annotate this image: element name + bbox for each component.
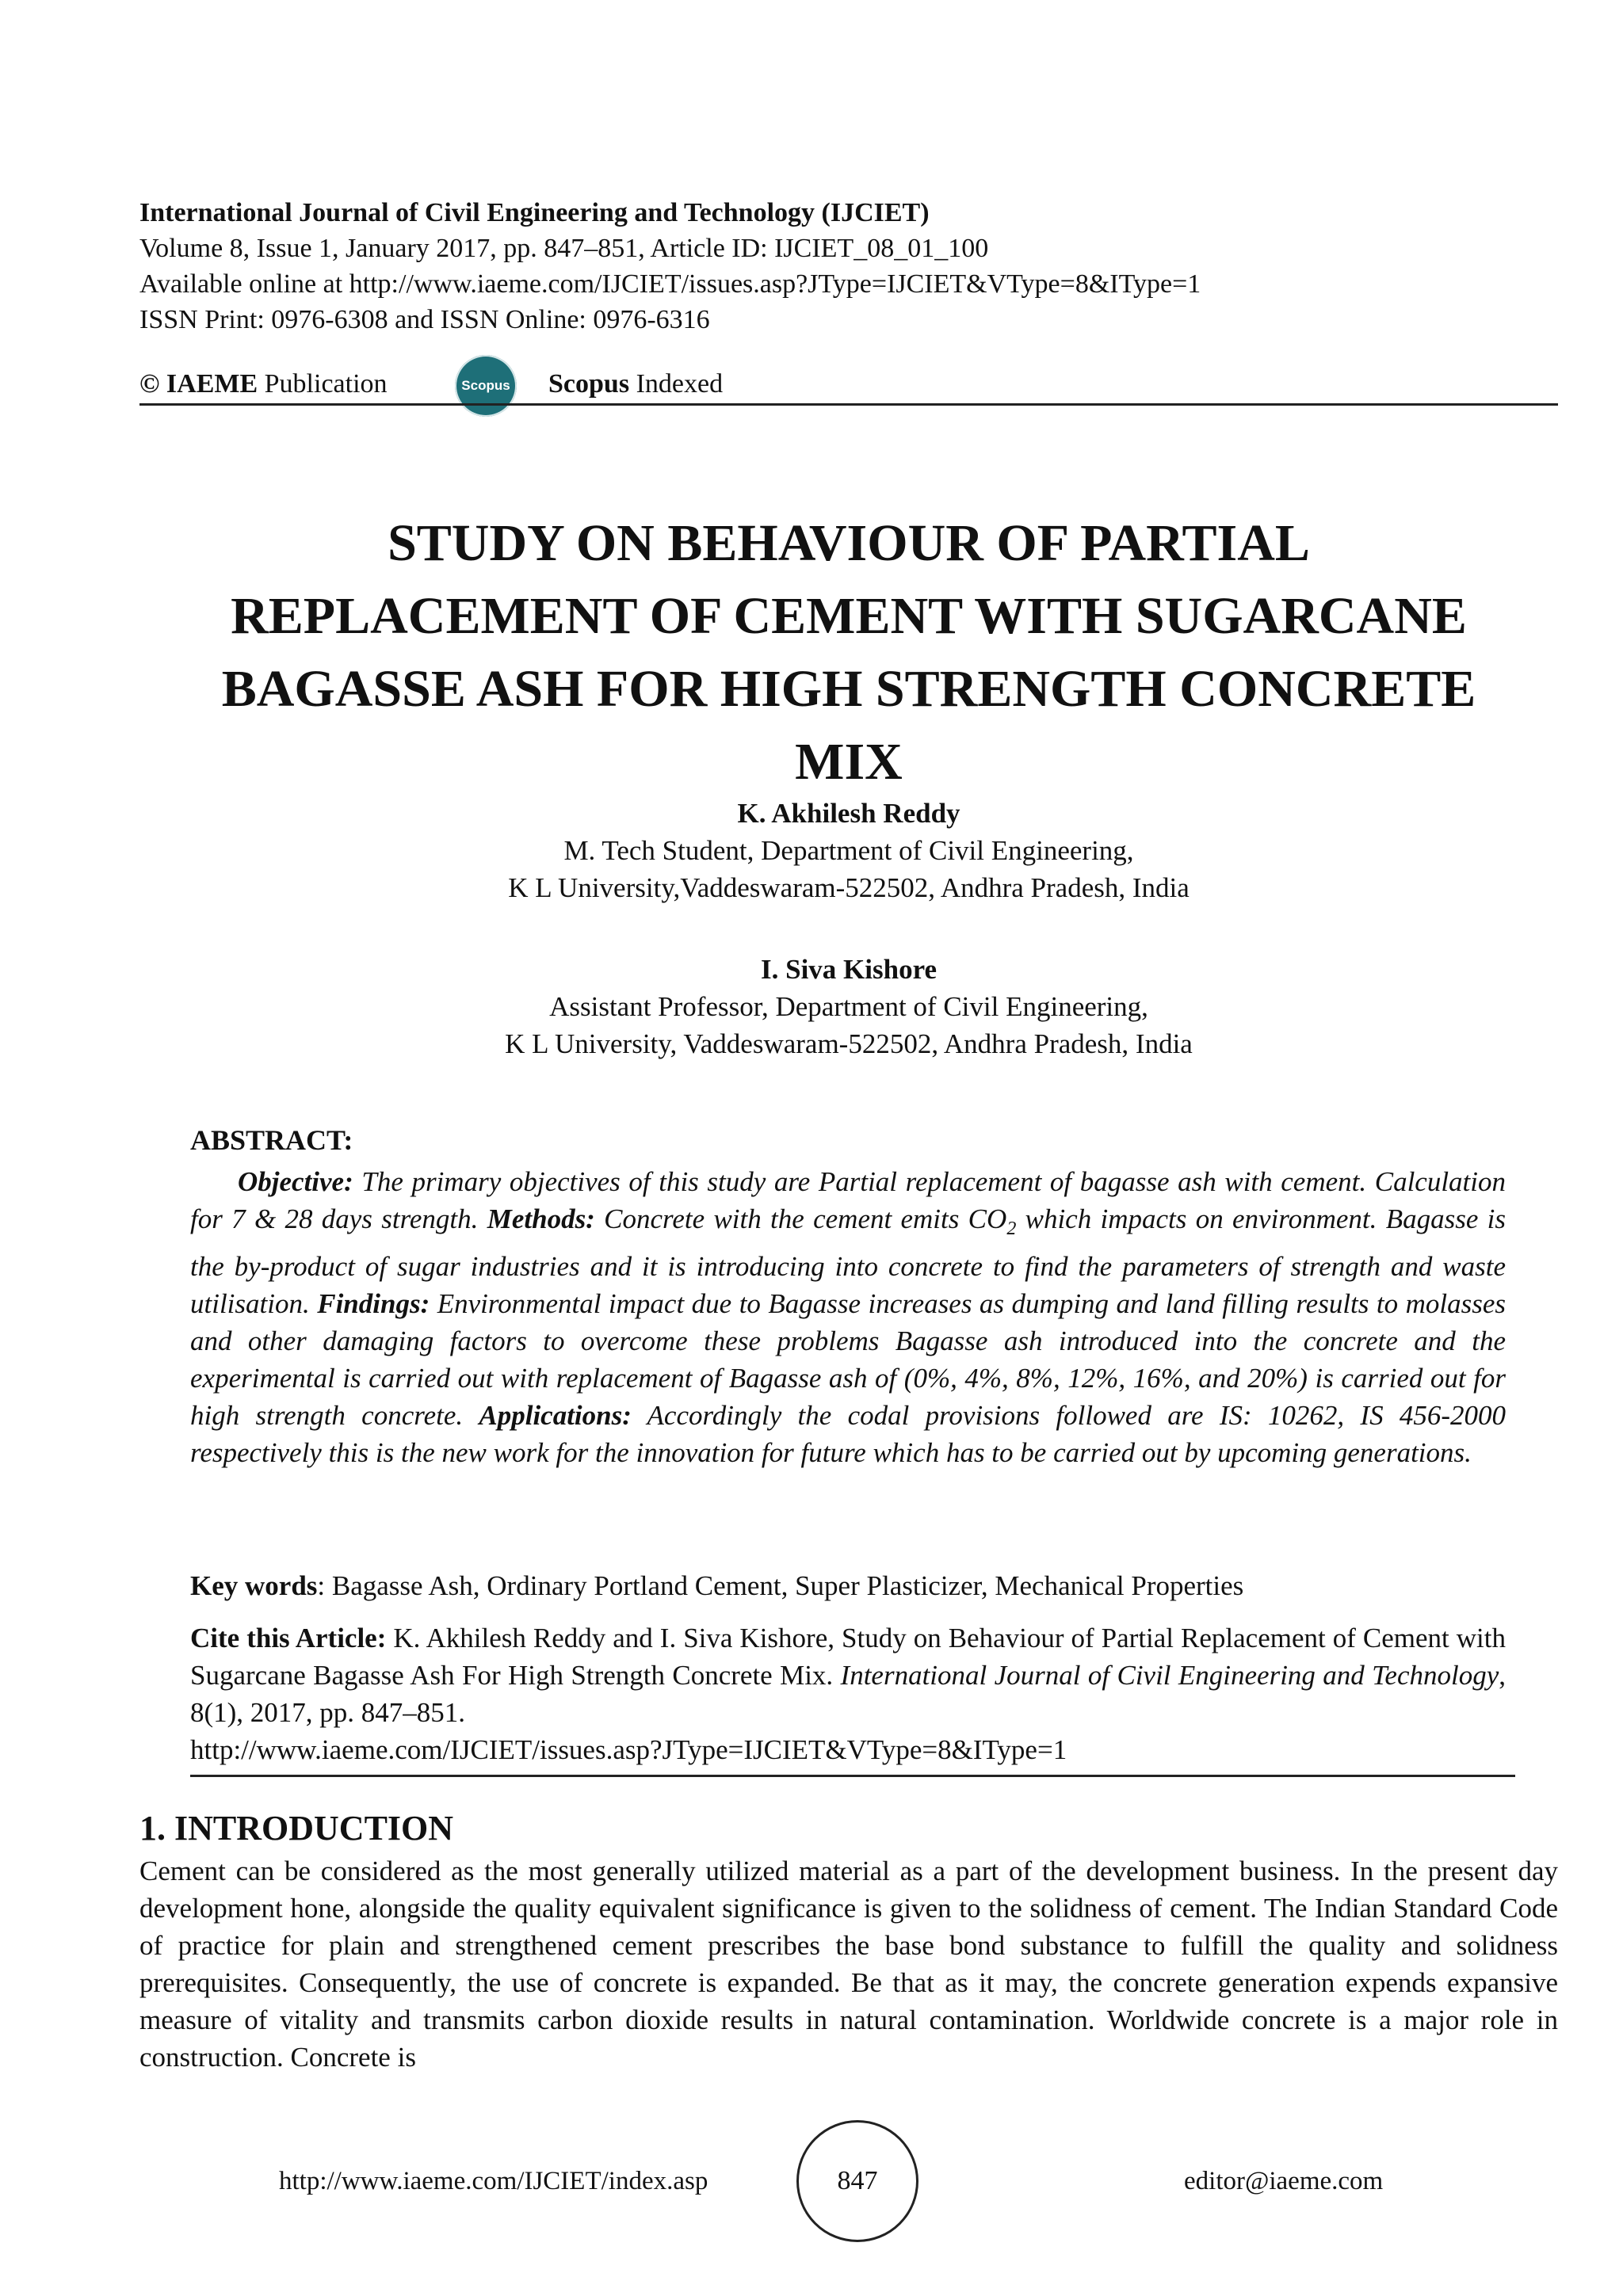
available-online-line: Available online at http://www.iaeme.com/IJCIET/issues.asp?JType=IJCIET&VType=8&IType=1 (139, 269, 1201, 299)
title-line: MIX (795, 733, 903, 791)
methods-text: Concrete with the cement emits CO (594, 1203, 1007, 1234)
journal-header (139, 195, 1550, 338)
methods-label: Methods: (487, 1203, 595, 1234)
footer-url-link[interactable]: http://www.iaeme.com/IJCIET/index.asp (279, 2167, 708, 2195)
applications-text: Accordingly the codal provisions followed are IS: 10262, IS 456-2000 respectively this is the new work for the innovation for future which has to be carried out by upcoming generations. (190, 1400, 1506, 1468)
author-affiliation: K L University, Vaddeswaram-522502, Andhra Pradesh, India (505, 1028, 1193, 1059)
page-number: 847 (796, 2120, 918, 2242)
indexed-name: Scopus (548, 369, 630, 399)
author-name: K. Akhilesh Reddy (737, 798, 960, 829)
citation-divider (190, 1775, 1515, 1777)
introduction-paragraph: Cement can be considered as the most generally utilized material as a part of the development business. In the present day development hone, alongside the quality equivalent significance is given to the solidness of cement. The Indian Standard Code of practice for plain and strengthened cement prescribes the base bond substance to fulfill the quality and solidness prerequisites. Consequently, the use of concrete is expanded. Be that as it may, the concrete generation expends expansive measure of vitality and transmits carbon dioxide results in natural contamination. Worldwide concrete is a major role in construction. Concrete is (139, 1855, 1558, 2073)
author-name: I. Siva Kishore (760, 954, 938, 985)
introduction-body (139, 1852, 1558, 2076)
abstract-heading: ABSTRACT: (190, 1124, 353, 1156)
paper-title (139, 507, 1558, 799)
findings-text: Environmental impact due to Bagasse increases as dumping and land filling results to molasses and other damaging factors to overcome these problems Bagasse ash introduced into the concrete and the experimental is carried out with replacement of Bagasse ash of (0%, 4%, 8%, 12%, 16%, and 20%) is carried out for high strength concrete. (190, 1288, 1507, 1431)
footer-email-link[interactable]: editor@iaeme.com (1184, 2167, 1384, 2195)
citation-journal: International Journal of Civil Engineering and Technology (840, 1660, 1499, 1691)
citation-label: Cite this Article: (190, 1623, 387, 1653)
publisher-suffix: Publication (264, 369, 388, 399)
scopus-logo-icon: Scopus (455, 355, 517, 417)
findings-label: Findings: (317, 1288, 430, 1319)
citation-url[interactable]: http://www.iaeme.com/IJCIET/issues.asp?JType=IJCIET&VType=8&IType=1 (190, 1734, 1067, 1765)
author-block (139, 795, 1558, 906)
volume-line: Volume 8, Issue 1, January 2017, pp. 847–851, Article ID: IJCIET_08_01_100 (139, 234, 989, 263)
citation-text: K. Akhilesh Reddy and I. Siva Kishore, Study on Behaviour of Partial Replacement of Cement with Sugarcane Bagasse Ash For High Strength Concrete Mix. (190, 1623, 1506, 1691)
applications-label: Applications: (479, 1400, 632, 1431)
methods-text-continued: which impacts on environment. Bagasse is the by-product of sugar industries and it is introducing into concrete to find the parameters of strength and waste utilisation. (190, 1203, 1507, 1319)
header-divider (139, 403, 1558, 406)
author-affiliation: M. Tech Student, Department of Civil Engineering, (563, 835, 1134, 866)
copyright-symbol: © (139, 369, 160, 399)
title-line: REPLACEMENT OF CEMENT WITH SUGARCANE (231, 587, 1467, 645)
publisher-label (139, 369, 388, 399)
keywords-text: : Bagasse Ash, Ordinary Portland Cement, Super Plasticizer, Mechanical Properties (317, 1570, 1244, 1601)
citation-details: , 8(1), 2017, pp. 847–851. (190, 1660, 1506, 1728)
issn-line: ISSN Print: 0976-6308 and ISSN Online: 0976-6316 (139, 305, 710, 334)
publisher-name: IAEME (166, 369, 258, 399)
title-line: STUDY ON BEHAVIOUR OF PARTIAL (388, 514, 1310, 572)
indexed-label (548, 369, 723, 399)
objective-label: Objective: (238, 1166, 353, 1197)
co2-subscript: 2 (1006, 1219, 1017, 1239)
objective-text: The primary objectives of this study are Partial replacement of bagasse ash with cement. Calculation for 7 & 28 days strength. (190, 1166, 1506, 1234)
indexed-suffix: Indexed (636, 369, 724, 399)
keywords (190, 1567, 1506, 1604)
abstract-body (190, 1163, 1506, 1471)
citation-block (190, 1619, 1506, 1768)
author-affiliation: Assistant Professor, Department of Civil Engineering, (549, 991, 1148, 1022)
author-block (139, 951, 1558, 1062)
journal-title: International Journal of Civil Engineering and Technology (IJCIET) (139, 198, 930, 227)
introduction-heading: 1. INTRODUCTION (139, 1809, 454, 1848)
keywords-label: Key words (190, 1570, 318, 1601)
author-affiliation: K L University,Vaddeswaram-522502, Andhra Pradesh, India (508, 872, 1190, 903)
title-line: BAGASSE ASH FOR HIGH STRENGTH CONCRETE (221, 660, 1476, 718)
publication-row (139, 364, 1558, 406)
